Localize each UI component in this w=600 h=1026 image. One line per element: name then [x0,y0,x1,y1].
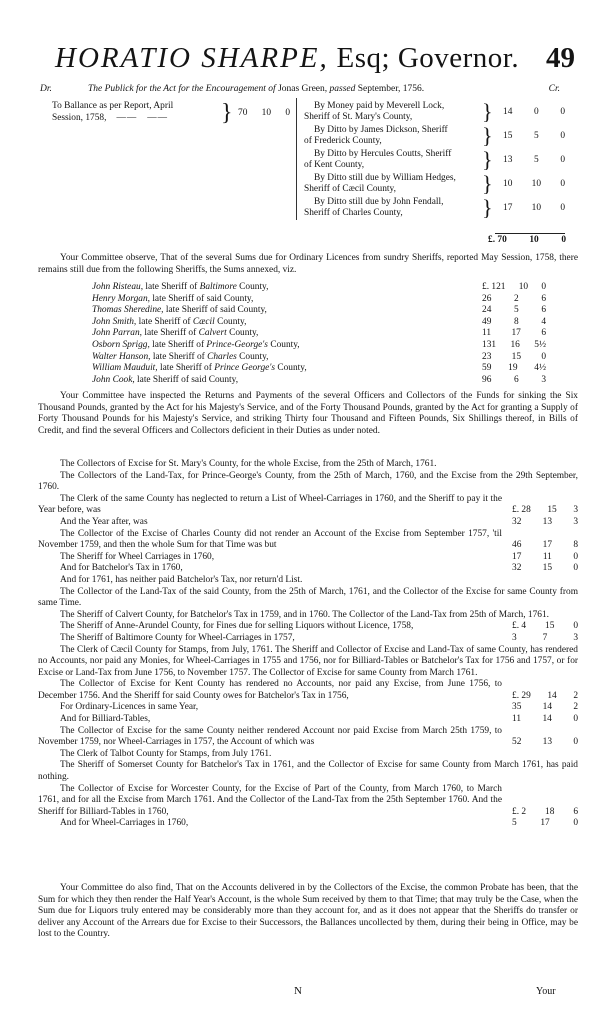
amount-shillings: 14 [547,690,557,701]
amount-shillings: 5 [534,155,539,165]
deficiency-item [38,552,578,564]
amount-pence: 3 [573,505,578,516]
credit-amount [503,131,565,143]
amount-pounds: 26 [482,293,492,304]
amount-pounds: 131 [482,340,497,350]
amount-shillings: 17 [511,328,521,339]
amount-shillings: 17 [542,540,553,551]
amount-shillings: 10 [518,282,529,292]
sheriff-amount [482,352,546,364]
sheriff-tail: County, [236,282,269,292]
items-block [38,459,578,830]
amount-pence: 0 [560,203,565,213]
amount-shillings: 15 [511,351,522,362]
amount-pounds: 15 [503,131,513,141]
page-title [55,40,519,76]
sheriff-tail: County, [274,363,307,374]
closing-paragraph: Your Committee do also find, That on the Accounts delivered in by the Collectors of the Excise, the common Probate has been, that the Sum for which they then render the Half Year's Account, is the whole Sum received by them to that Time; that may truly be the Case, when the Sum due for Liquors truly entered may be considerably more than they account for, and as it does not appear that the Sheriffs do transfer or deliver any Account of the Arrears due for Excise to their Successors, the Ballances uncollected by them, during their being in Office, may be lost to the Country. [38,883,578,940]
item-text: And for Batchelor's Tax in 1760, [60,563,183,574]
amount-pence: 0 [573,621,578,632]
amount-pounds: 5 [512,818,517,829]
amount-pounds: 70 [238,108,248,118]
item-amount [512,737,578,749]
amount-pounds: 14 [503,107,513,117]
sheriff-name: Walter Hanson, [92,351,151,362]
total-pounds: £. 70 [488,235,507,245]
title-name: HORATIO SHARPE, [55,42,329,74]
account-title-c: passed [329,84,356,94]
item-amount [512,621,578,633]
sheriff-name: Osborn Sprigg, [92,340,150,350]
sheriff-amount [482,363,546,375]
amount-shillings: 2 [514,293,519,304]
item-text: The Clerk of the same County has neglected to return a List of Wheel-Carriages in 1760, and the Sheriff to pay it the Year before, was [38,493,502,516]
credit-line-1: By Ditto by James Dickson, Sheriff [314,125,448,135]
debit-marker: Dr. [40,84,52,94]
credit-line-2: Sheriff of Charles County, [304,208,403,218]
amount-pence: 0 [573,818,578,829]
catchword: Your [536,986,556,997]
deficiency-item [38,621,578,633]
deficiency-item [38,529,578,552]
account-title-b: Jonas Green, [275,84,330,94]
credit-line-1: By Ditto still due by William Hedges, [314,173,456,183]
amount-pounds: £. 2 [512,806,527,817]
credit-line-2: of Kent County, [304,160,365,170]
amount-pounds: 46 [512,540,522,551]
sheriff-row [92,293,546,306]
signature-mark: N [294,985,302,997]
credit-amount [503,107,565,119]
amount-pence: 0 [560,155,565,165]
debit-line-2-text: Session, 1758, [52,113,107,123]
deficiency-item [38,702,578,714]
deficiency-item [38,563,578,575]
account-total [488,235,566,247]
deficiency-item: The Clerk of Cæcil County for Stamps, from July, 1761. The Sheriff and Collector of Excise and Land-Tax of same County, has rendered no Accounts, nor paid any Monies, for Wheel-Carriages in 1755 and 1756, nor for Billiard-Tables or Batchelor's Tax for 1756 and 1757, or for Excise or Land-Tax from June 1756, to November 1757. The Collector of Excise for same County from March 1761. [38,644,578,678]
sheriff-desc: late Sheriff of [142,328,199,339]
credit-line-1: By Ditto still due by John Fendall, [314,197,444,207]
item-text: The Sheriff of Anne-Arundel County, for Fines due for selling Liquors without Licence, 1758, [60,621,414,632]
item-amount [512,691,578,703]
amount-pounds: £. 29 [512,690,531,701]
page-header [55,40,575,78]
deficiency-item: The Sheriff of Calvert County, for Batchelor's Tax in 1759, and in 1760. The Collector of the Land-Tax from 25th of March, 1761. [60,609,549,620]
sheriff-row [92,340,546,352]
amount-pence: 0 [541,282,546,292]
sheriff-desc: late Sheriff of [149,340,207,350]
sheriff-amount [482,375,546,387]
deficiency-item [38,818,578,830]
account-heading [40,84,560,98]
inspected-paragraph: Your Committee have inspected the Returns and Payments of the several Officers and Collectors of the Funds for sinking the Six Thousand Pounds, granted by the Act for his Majesty's Service, and of the Forty Thousand Pounds, granted by the Act for granting a Supply of Forty Thousand Pounds for his Majesty's Service, and striking Thirty four Thousand and Fifteen Pounds, Six Shillings thereof, in Bills of Credit, and find the several Officers and Collectors deficient in their Duties as under noted. [38,391,578,436]
sheriff-name: Henry Morgan, [92,293,150,304]
item-text: The Collector of the Excise of Charles County did not render an Account of the Excise from September 1757, 'til November 1759, and then the whole Sum for that Time was but [38,528,502,551]
debit-line-2 [52,113,168,125]
amount-shillings: 5 [514,305,519,316]
amount-pounds: 13 [503,155,513,165]
sheriff-desc: late Sheriff of said County, [134,374,239,385]
amount-shillings: 8 [514,316,519,327]
credit-amount [503,203,565,215]
item-text: The Collector of Excise for the same County neither rendered Account nor paid Excise from March 25th 1759, to November 1759, nor Wheel-Carriages in 1757, the Account of which was [38,725,502,748]
amount-pence: 0 [560,179,565,189]
amount-pence: 6 [541,293,546,304]
credit-brace: } [482,99,493,124]
account-title-d: September, 1756. [355,84,425,94]
credit-amount [503,155,565,167]
amount-shillings: 10 [531,179,542,189]
item-amount [512,505,578,517]
sheriff-name: William Mauduit, [92,363,158,374]
item-amount [512,818,578,830]
amount-shillings: 14 [542,714,552,725]
sheriff-name: John Cook, [92,374,135,385]
credit-line-2: Sheriff of Cæcil County, [304,184,396,194]
amount-pounds: 96 [482,374,492,385]
amount-pounds: 59 [482,363,492,374]
sheriff-amount [482,282,546,294]
sheriff-desc: late Sheriff of [136,316,193,327]
sheriff-amount [482,328,546,340]
sheriff-county: Prince-George's [206,340,268,350]
deficiency-item: The Sheriff of Somerset County for Batchelor's Tax in 1761, and the Collector of Excise for same County from March 1761, has paid nothing. [38,760,578,783]
amount-pence: 0 [573,714,578,725]
amount-pounds: 32 [512,563,522,574]
amount-pounds: 10 [503,179,513,189]
amount-shillings: 16 [510,340,520,350]
amount-pence: 3 [573,632,578,643]
deficiency-item [38,726,578,749]
sheriff-county: Baltimore [199,282,237,292]
sheriff-amount [482,305,546,317]
deficiency-item [38,517,578,529]
deficiency-item: The Collectors of Excise for St. Mary's County, for the whole Excise, from the 25th of March, 1761. [60,459,437,469]
amount-pence: 2 [573,690,578,701]
sheriff-county: Cæcil [192,316,215,327]
sheriff-row [92,316,546,329]
debit-dashes: —— —— [106,113,168,123]
item-amount [512,540,578,552]
sheriff-desc: late Sheriff of [143,282,200,292]
amount-pounds: 17 [512,551,522,562]
amount-pounds: 3 [512,632,517,643]
item-text: For Ordinary-Licences in same Year, [60,702,199,713]
deficiency-item [38,714,578,726]
amount-pounds: 17 [503,203,513,213]
amount-shillings: 15 [547,505,557,516]
amount-pence: 6 [541,328,546,339]
amount-pence: 0 [560,107,565,117]
amount-pence: 3 [541,374,546,385]
amount-pence: 0 [573,563,578,574]
deficiency-item [38,679,578,702]
debit-line-1: To Ballance as per Report, April [52,101,174,111]
amount-shillings: 15 [542,563,553,574]
amount-pounds: £. 28 [512,505,531,516]
account-divider [296,98,298,220]
amount-pence: 0 [573,551,578,562]
credit-line-2: of Frederick County, [304,136,382,146]
item-amount [512,552,578,564]
amount-shillings: 0 [534,107,539,117]
sheriff-amount [482,340,546,352]
item-text: And for Billiard-Tables, [60,714,151,725]
item-text: And for Wheel-Carriages in 1760, [60,818,189,829]
sheriff-row [92,351,546,364]
amount-pence: 6 [541,305,546,316]
amount-shillings: 5 [534,131,539,141]
deficiency-item: And for 1761, has neither paid Batchelor's Tax, nor return'd List. [60,574,303,585]
amount-shillings: 7 [542,632,548,643]
sheriff-amount [482,294,546,306]
sheriff-county: Prince George's [214,363,275,374]
amount-pounds: 24 [482,305,492,316]
amount-pence: 3 [573,516,578,527]
amount-pence: 2 [573,702,578,713]
credit-brace: } [482,171,493,196]
credit-amount [503,179,565,191]
amount-pence: 8 [573,540,578,551]
account-title-a: The Publick for the Act for the Encouragement of [88,84,276,94]
item-amount [512,702,578,714]
deficiency-item: The Clerk of Talbot County for Stamps, from July 1761. [60,748,272,759]
observe-paragraph: Your Committee observe, That of the several Sums due for Ordinary Licences from sundry Sheriffs, reported May Session, 1758, there remains still due from the following Sheriffs, the Sums annexed, viz. [38,253,578,275]
sheriff-row [92,374,546,387]
amount-shillings: 10 [531,203,542,213]
sheriff-tail: County, [236,351,269,362]
credit-brace: } [482,147,493,172]
credit-brace: } [482,123,493,148]
amount-shillings: 14 [542,702,553,713]
credit-line-1: By Money paid by Meverell Lock, [314,101,445,111]
amount-pounds: 11 [482,328,492,339]
sheriff-row [92,328,546,340]
item-text: The Collector of Excise for Kent County has rendered no Accounts, nor paid any Excise, from June 1756, to December 1756. And the Sheriff for said County owes for Batchelor's Tax in 1756, [38,679,502,701]
account-title [88,84,424,96]
amount-shillings: 17 [540,818,550,829]
amount-pounds: 49 [482,316,492,327]
sheriff-tail: County, [226,328,259,339]
amount-pence: 4 [541,316,546,327]
deficiency-item: The Collector of the Land-Tax of the said County, from the 25th of March, 1761, and the Collector of the Excise for same County from same Time. [38,586,578,609]
amount-pence: 4½ [534,363,546,374]
deficiency-item [38,494,578,517]
page-number: 49 [546,42,575,74]
amount-shillings: 18 [545,806,555,817]
item-text: The Sheriff of Baltimore County for Wheel-Carriages in 1757, [60,632,295,643]
sheriff-name: John Parran, [92,328,142,339]
amount-pence: 6 [573,806,578,817]
amount-shillings: 10 [261,108,272,118]
sheriff-name: John Smith, [92,316,137,327]
item-text: The Collector of Excise for Worcester County, for the Excise of Part of the County, from March 1760, to March 1761, and for all the Excise from March 1761. And the Collector of the Land-Tax from the 25th September 1760. And the Sheriff for Billiard-Tables in 1760, [38,783,502,817]
sheriff-desc: late Sheriff of [150,351,208,362]
sheriff-tail: County, [267,340,300,350]
item-amount [512,714,578,726]
total-rule [495,233,565,234]
amount-shillings: 13 [542,737,553,748]
amount-shillings: 11 [542,551,552,562]
amount-shillings: 19 [508,363,518,374]
item-amount [512,633,578,645]
credit-line-2: Sheriff of St. Mary's County, [304,112,413,122]
sheriff-county: Calvert [198,328,227,339]
amount-pounds: £. 4 [512,621,527,632]
amount-pounds: 23 [482,351,492,362]
item-text: And the Year after, was [60,516,148,527]
amount-pounds: £. 121 [482,282,506,292]
deficiency-item [38,633,578,645]
sheriff-row [92,305,546,317]
debit-brace: } [221,100,233,126]
credit-brace: } [482,195,493,220]
amount-pence: 0 [573,737,578,748]
total-pence: 0 [561,235,566,245]
item-amount [512,563,578,575]
amount-shillings: 15 [545,621,555,632]
total-shillings: 10 [529,235,539,245]
amount-shillings: 13 [542,516,553,527]
credit-line-1: By Ditto by Hercules Coutts, Sheriff [314,149,452,159]
item-amount [512,517,578,529]
sheriff-desc: late Sheriff of said County, [163,305,267,316]
sheriff-tail: County, [214,316,247,327]
sheriff-amount [482,317,546,329]
amount-pounds: 35 [512,702,522,713]
sheriff-name: John Risteau, [92,282,144,292]
sheriff-desc: late Sheriff of said County, [149,293,254,304]
item-amount [512,807,578,819]
title-rest: Esq; Governor. [328,42,520,74]
credit-marker: Cr. [548,84,560,94]
sheriff-county: Charles [207,351,237,362]
sheriff-name: Thomas Sheredine, [92,305,164,316]
sheriff-row [92,282,546,294]
amount-pence: 5½ [534,340,546,350]
sheriff-desc: late Sheriff of [157,363,215,374]
amount-shillings: 6 [514,374,519,385]
sheriff-row [92,363,546,375]
amount-pence: 0 [541,351,546,362]
deficiency-item: The Collectors of the Land-Tax, for Prince-George's County, from the 25th of March, 1760, and the Excise from the 29th September, 1760. [38,470,578,493]
item-text: The Sheriff for Wheel Carriages in 1760, [60,551,215,562]
amount-pence: 0 [560,131,565,141]
amount-pounds: 32 [512,516,522,527]
amount-pounds: 52 [512,737,522,748]
amount-pence: 0 [285,108,290,118]
amount-pounds: 11 [512,714,522,725]
debit-amount [238,108,290,120]
deficiency-item [38,784,578,819]
